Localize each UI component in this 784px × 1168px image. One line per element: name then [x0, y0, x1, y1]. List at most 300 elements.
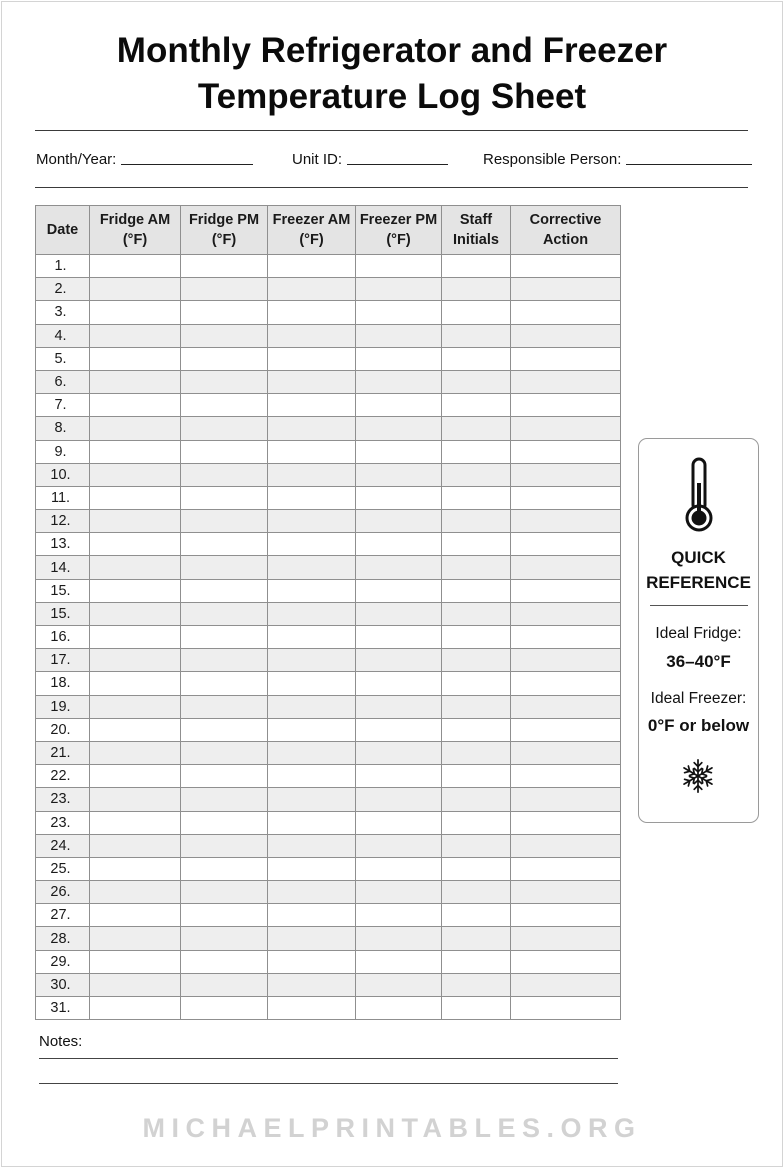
fridge-am-cell[interactable]	[90, 811, 181, 834]
fridge-pm-cell[interactable]	[181, 950, 268, 973]
freezer-pm-cell[interactable]	[356, 904, 442, 927]
date-cell: 20.	[36, 718, 90, 741]
freezer-pm-cell[interactable]	[356, 347, 442, 370]
table-row	[36, 417, 621, 440]
table-row	[36, 626, 621, 649]
fridge-am-cell[interactable]	[90, 788, 181, 811]
date-cell: 5.	[36, 347, 90, 370]
date-cell: 18.	[36, 672, 90, 695]
fridge-pm-cell[interactable]	[181, 973, 268, 996]
date-cell: 11.	[36, 486, 90, 509]
table-row	[36, 533, 621, 556]
freezer-am-cell[interactable]	[268, 579, 356, 602]
staff-initials-cell[interactable]	[442, 556, 511, 579]
freezer-pm-cell[interactable]	[356, 602, 442, 625]
date-cell: 26.	[36, 881, 90, 904]
responsible-person-field[interactable]	[483, 151, 752, 168]
header-fridge-pm: Fridge PM (°F)	[181, 206, 268, 255]
staff-initials-cell[interactable]	[442, 649, 511, 672]
corrective-action-cell[interactable]	[511, 463, 621, 486]
table-row	[36, 997, 621, 1020]
date-cell: 3.	[36, 301, 90, 324]
date-cell: 22.	[36, 765, 90, 788]
title-line-1: Monthly Refrigerator and Freezer	[116, 31, 668, 70]
corrective-action-cell[interactable]	[511, 370, 621, 393]
date-cell: 7.	[36, 394, 90, 417]
month-year-blank[interactable]	[121, 164, 253, 165]
freezer-am-cell[interactable]	[268, 718, 356, 741]
freezer-pm-cell[interactable]	[356, 857, 442, 880]
corrective-action-cell[interactable]	[511, 602, 621, 625]
header-freezer-am: Freezer AM (°F)	[268, 206, 356, 255]
freezer-am-cell[interactable]	[268, 834, 356, 857]
corrective-action-cell[interactable]	[511, 718, 621, 741]
fridge-pm-cell[interactable]	[181, 556, 268, 579]
table-row	[36, 927, 621, 950]
corrective-action-cell[interactable]	[511, 765, 621, 788]
staff-initials-cell[interactable]	[442, 394, 511, 417]
date-cell: 13.	[36, 533, 90, 556]
date-cell: 14.	[36, 556, 90, 579]
table-row	[36, 765, 621, 788]
corrective-action-cell[interactable]	[511, 741, 621, 764]
date-cell: 30.	[36, 973, 90, 996]
staff-initials-cell[interactable]	[442, 973, 511, 996]
freezer-pm-cell[interactable]	[356, 324, 442, 347]
freezer-am-cell[interactable]	[268, 649, 356, 672]
table-row	[36, 672, 621, 695]
fridge-pm-cell[interactable]	[181, 857, 268, 880]
fridge-am-cell[interactable]	[90, 626, 181, 649]
corrective-action-cell[interactable]	[511, 626, 621, 649]
fridge-pm-cell[interactable]	[181, 394, 268, 417]
date-cell: 27.	[36, 904, 90, 927]
staff-initials-cell[interactable]	[442, 301, 511, 324]
date-cell: 29.	[36, 950, 90, 973]
header-staff-initials: Staff Initials	[442, 206, 511, 255]
staff-initials-cell[interactable]	[442, 255, 511, 278]
freezer-am-cell[interactable]	[268, 486, 356, 509]
table-row	[36, 301, 621, 324]
fridge-pm-cell[interactable]	[181, 649, 268, 672]
freezer-am-cell[interactable]	[268, 278, 356, 301]
date-cell: 15.	[36, 579, 90, 602]
corrective-action-cell[interactable]	[511, 510, 621, 533]
corrective-action-cell[interactable]	[511, 556, 621, 579]
table-row	[36, 857, 621, 880]
date-cell: 4.	[36, 324, 90, 347]
fridge-am-cell[interactable]	[90, 301, 181, 324]
fridge-am-cell[interactable]	[90, 695, 181, 718]
fridge-pm-cell[interactable]	[181, 602, 268, 625]
corrective-action-cell[interactable]	[511, 440, 621, 463]
freezer-pm-cell[interactable]	[356, 440, 442, 463]
table-row	[36, 556, 621, 579]
freezer-pm-cell[interactable]	[356, 510, 442, 533]
table-row	[36, 324, 621, 347]
date-cell: 17.	[36, 649, 90, 672]
fridge-am-cell[interactable]	[90, 649, 181, 672]
corrective-action-cell[interactable]	[511, 255, 621, 278]
date-cell: 12.	[36, 510, 90, 533]
fridge-am-cell[interactable]	[90, 255, 181, 278]
table-row	[36, 440, 621, 463]
freezer-pm-cell[interactable]	[356, 718, 442, 741]
corrective-action-cell[interactable]	[511, 579, 621, 602]
freezer-am-cell[interactable]	[268, 788, 356, 811]
freezer-pm-cell[interactable]	[356, 533, 442, 556]
fridge-am-cell[interactable]	[90, 440, 181, 463]
freezer-pm-cell[interactable]	[356, 950, 442, 973]
fridge-pm-cell[interactable]	[181, 301, 268, 324]
corrective-action-cell[interactable]	[511, 834, 621, 857]
quick-reference-heading	[639, 545, 758, 595]
freezer-am-cell[interactable]	[268, 695, 356, 718]
date-cell: 6.	[36, 370, 90, 393]
card-divider	[650, 605, 748, 606]
staff-initials-cell[interactable]	[442, 347, 511, 370]
month-year-label: Month/Year:	[36, 151, 117, 168]
staff-initials-cell[interactable]	[442, 533, 511, 556]
freezer-pm-cell[interactable]	[356, 811, 442, 834]
corrective-action-cell[interactable]	[511, 486, 621, 509]
staff-initials-cell[interactable]	[442, 788, 511, 811]
fridge-am-cell[interactable]	[90, 324, 181, 347]
fridge-pm-cell[interactable]	[181, 463, 268, 486]
freezer-am-cell[interactable]	[268, 973, 356, 996]
date-cell: 1.	[36, 255, 90, 278]
fridge-am-cell[interactable]	[90, 718, 181, 741]
month-year-field[interactable]	[36, 151, 253, 168]
freezer-pm-cell[interactable]	[356, 301, 442, 324]
freezer-pm-cell[interactable]	[356, 255, 442, 278]
freezer-am-cell[interactable]	[268, 463, 356, 486]
table-row	[36, 602, 621, 625]
fridge-am-cell[interactable]	[90, 857, 181, 880]
fridge-am-cell[interactable]	[90, 834, 181, 857]
freezer-am-cell[interactable]	[268, 324, 356, 347]
ideal-freezer-label: Ideal Freezer:	[650, 690, 747, 707]
fridge-am-cell[interactable]	[90, 417, 181, 440]
staff-initials-cell[interactable]	[442, 997, 511, 1020]
date-cell: 2.	[36, 278, 90, 301]
fridge-pm-cell[interactable]	[181, 324, 268, 347]
quick-reference-card	[638, 438, 759, 823]
table-row	[36, 950, 621, 973]
freezer-am-cell[interactable]	[268, 881, 356, 904]
freezer-pm-cell[interactable]	[356, 486, 442, 509]
date-cell: 16.	[36, 626, 90, 649]
fridge-am-cell[interactable]	[90, 881, 181, 904]
fridge-pm-cell[interactable]	[181, 626, 268, 649]
fridge-pm-cell[interactable]	[181, 370, 268, 393]
freezer-am-cell[interactable]	[268, 510, 356, 533]
corrective-action-cell[interactable]	[511, 649, 621, 672]
table-row	[36, 486, 621, 509]
fridge-am-cell[interactable]	[90, 579, 181, 602]
freezer-am-cell[interactable]	[268, 440, 356, 463]
fridge-am-cell[interactable]	[90, 741, 181, 764]
staff-initials-cell[interactable]	[442, 927, 511, 950]
fridge-am-cell[interactable]	[90, 997, 181, 1020]
fridge-pm-cell[interactable]	[181, 811, 268, 834]
freezer-am-cell[interactable]	[268, 811, 356, 834]
corrective-action-cell[interactable]	[511, 997, 621, 1020]
table-row	[36, 579, 621, 602]
freezer-am-cell[interactable]	[268, 255, 356, 278]
fridge-pm-cell[interactable]	[181, 997, 268, 1020]
table-row	[36, 463, 621, 486]
corrective-action-cell[interactable]	[511, 394, 621, 417]
freezer-am-cell[interactable]	[268, 556, 356, 579]
staff-initials-cell[interactable]	[442, 811, 511, 834]
fridge-am-cell[interactable]	[90, 278, 181, 301]
freezer-am-cell[interactable]	[268, 950, 356, 973]
fridge-pm-cell[interactable]	[181, 695, 268, 718]
fridge-am-cell[interactable]	[90, 347, 181, 370]
fridge-am-cell[interactable]	[90, 765, 181, 788]
page-title	[0, 28, 784, 120]
freezer-pm-cell[interactable]	[356, 765, 442, 788]
corrective-action-cell[interactable]	[511, 324, 621, 347]
fridge-pm-cell[interactable]	[181, 510, 268, 533]
freezer-pm-cell[interactable]	[356, 695, 442, 718]
fridge-pm-cell[interactable]	[181, 417, 268, 440]
staff-initials-cell[interactable]	[442, 718, 511, 741]
freezer-am-cell[interactable]	[268, 533, 356, 556]
fridge-am-cell[interactable]	[90, 510, 181, 533]
freezer-am-cell[interactable]	[268, 347, 356, 370]
fridge-pm-cell[interactable]	[181, 579, 268, 602]
corrective-action-cell[interactable]	[511, 950, 621, 973]
date-cell: 25.	[36, 857, 90, 880]
responsible-person-blank[interactable]	[626, 164, 752, 165]
fridge-pm-cell[interactable]	[181, 347, 268, 370]
freezer-am-cell[interactable]	[268, 417, 356, 440]
date-cell: 9.	[36, 440, 90, 463]
table-row	[36, 904, 621, 927]
corrective-action-cell[interactable]	[511, 417, 621, 440]
freezer-am-cell[interactable]	[268, 904, 356, 927]
fridge-pm-cell[interactable]	[181, 741, 268, 764]
corrective-action-cell[interactable]	[511, 347, 621, 370]
snowflake-icon	[679, 757, 717, 795]
header-corrective-action: Corrective Action	[511, 206, 621, 255]
date-cell: 23.	[36, 811, 90, 834]
staff-initials-cell[interactable]	[442, 626, 511, 649]
table-row	[36, 695, 621, 718]
table-row	[36, 649, 621, 672]
fridge-am-cell[interactable]	[90, 463, 181, 486]
freezer-pm-cell[interactable]	[356, 788, 442, 811]
fridge-am-cell[interactable]	[90, 672, 181, 695]
corrective-action-cell[interactable]	[511, 857, 621, 880]
fridge-pm-cell[interactable]	[181, 765, 268, 788]
date-cell: 28.	[36, 927, 90, 950]
ideal-fridge-value: 36–40°F	[666, 652, 731, 671]
table-row	[36, 255, 621, 278]
staff-initials-cell[interactable]	[442, 579, 511, 602]
freezer-am-cell[interactable]	[268, 741, 356, 764]
corrective-action-cell[interactable]	[511, 788, 621, 811]
notes-line-1[interactable]	[39, 1058, 618, 1059]
corrective-action-cell[interactable]	[511, 278, 621, 301]
notes-line-2[interactable]	[39, 1083, 618, 1084]
freezer-pm-cell[interactable]	[356, 626, 442, 649]
ideal-freezer-value: 0°F or below	[647, 716, 750, 735]
freezer-am-cell[interactable]	[268, 626, 356, 649]
table-row	[36, 973, 621, 996]
staff-initials-cell[interactable]	[442, 324, 511, 347]
freezer-pm-cell[interactable]	[356, 649, 442, 672]
freezer-am-cell[interactable]	[268, 301, 356, 324]
fridge-am-cell[interactable]	[90, 904, 181, 927]
freezer-pm-cell[interactable]	[356, 417, 442, 440]
fridge-pm-cell[interactable]	[181, 672, 268, 695]
freezer-am-cell[interactable]	[268, 672, 356, 695]
staff-initials-cell[interactable]	[442, 278, 511, 301]
fridge-pm-cell[interactable]	[181, 881, 268, 904]
table-row	[36, 788, 621, 811]
staff-initials-cell[interactable]	[442, 834, 511, 857]
fridge-am-cell[interactable]	[90, 486, 181, 509]
corrective-action-cell[interactable]	[511, 881, 621, 904]
unit-id-field[interactable]	[292, 151, 448, 168]
unit-id-label: Unit ID:	[292, 151, 343, 168]
table-row	[36, 347, 621, 370]
fridge-pm-cell[interactable]	[181, 904, 268, 927]
freezer-am-cell[interactable]	[268, 602, 356, 625]
fridge-am-cell[interactable]	[90, 533, 181, 556]
fridge-pm-cell[interactable]	[181, 927, 268, 950]
staff-initials-cell[interactable]	[442, 765, 511, 788]
fridge-am-cell[interactable]	[90, 973, 181, 996]
staff-initials-cell[interactable]	[442, 510, 511, 533]
staff-initials-cell[interactable]	[442, 950, 511, 973]
date-cell: 21.	[36, 741, 90, 764]
freezer-pm-cell[interactable]	[356, 973, 442, 996]
freezer-pm-cell[interactable]	[356, 370, 442, 393]
corrective-action-cell[interactable]	[511, 301, 621, 324]
staff-initials-cell[interactable]	[442, 857, 511, 880]
table-row	[36, 834, 621, 857]
freezer-pm-cell[interactable]	[356, 672, 442, 695]
date-cell: 15.	[36, 602, 90, 625]
table-row	[36, 718, 621, 741]
table-row	[36, 278, 621, 301]
table-body	[36, 255, 621, 1020]
fridge-pm-cell[interactable]	[181, 788, 268, 811]
footer-website: MICHAELPRINTABLES.ORG	[142, 1113, 642, 1143]
freezer-am-cell[interactable]	[268, 857, 356, 880]
corrective-action-cell[interactable]	[511, 533, 621, 556]
date-cell: 23.	[36, 788, 90, 811]
corrective-action-cell[interactable]	[511, 973, 621, 996]
fridge-pm-cell[interactable]	[181, 255, 268, 278]
freezer-am-cell[interactable]	[268, 370, 356, 393]
fridge-pm-cell[interactable]	[181, 533, 268, 556]
unit-id-blank[interactable]	[347, 164, 448, 165]
corrective-action-cell[interactable]	[511, 904, 621, 927]
temperature-log-table	[35, 205, 621, 1020]
corrective-action-cell[interactable]	[511, 927, 621, 950]
staff-initials-cell[interactable]	[442, 695, 511, 718]
corrective-action-cell[interactable]	[511, 672, 621, 695]
fridge-am-cell[interactable]	[90, 950, 181, 973]
corrective-action-cell[interactable]	[511, 811, 621, 834]
freezer-pm-cell[interactable]	[356, 579, 442, 602]
staff-initials-cell[interactable]	[442, 672, 511, 695]
date-cell: 10.	[36, 463, 90, 486]
fridge-pm-cell[interactable]	[181, 440, 268, 463]
fridge-pm-cell[interactable]	[181, 486, 268, 509]
date-cell: 31.	[36, 997, 90, 1020]
table-row	[36, 811, 621, 834]
quick-reference-line-1: QUICK	[671, 548, 726, 567]
staff-initials-cell[interactable]	[442, 440, 511, 463]
freezer-pm-cell[interactable]	[356, 463, 442, 486]
fridge-am-cell[interactable]	[90, 556, 181, 579]
freezer-pm-cell[interactable]	[356, 834, 442, 857]
ideal-fridge-label: Ideal Fridge:	[655, 625, 742, 642]
fridge-am-cell[interactable]	[90, 370, 181, 393]
table-row	[36, 394, 621, 417]
table-row	[36, 741, 621, 764]
table-row	[36, 510, 621, 533]
staff-initials-cell[interactable]	[442, 741, 511, 764]
freezer-am-cell[interactable]	[268, 765, 356, 788]
staff-initials-cell[interactable]	[442, 463, 511, 486]
fridge-am-cell[interactable]	[90, 927, 181, 950]
freezer-pm-cell[interactable]	[356, 927, 442, 950]
header-fridge-am: Fridge AM (°F)	[90, 206, 181, 255]
corrective-action-cell[interactable]	[511, 695, 621, 718]
responsible-person-label: Responsible Person:	[483, 151, 622, 168]
freezer-pm-cell[interactable]	[356, 881, 442, 904]
header-freezer-pm: Freezer PM (°F)	[356, 206, 442, 255]
freezer-pm-cell[interactable]	[356, 278, 442, 301]
header-date: Date	[36, 206, 90, 255]
fridge-pm-cell[interactable]	[181, 834, 268, 857]
date-cell: 24.	[36, 834, 90, 857]
staff-initials-cell[interactable]	[442, 904, 511, 927]
table-row	[36, 370, 621, 393]
freezer-pm-cell[interactable]	[356, 997, 442, 1020]
freezer-am-cell[interactable]	[268, 394, 356, 417]
fridge-am-cell[interactable]	[90, 602, 181, 625]
fridge-am-cell[interactable]	[90, 394, 181, 417]
date-cell: 19.	[36, 695, 90, 718]
freezer-am-cell[interactable]	[268, 997, 356, 1020]
staff-initials-cell[interactable]	[442, 370, 511, 393]
freezer-am-cell[interactable]	[268, 927, 356, 950]
freezer-pm-cell[interactable]	[356, 394, 442, 417]
staff-initials-cell[interactable]	[442, 486, 511, 509]
freezer-pm-cell[interactable]	[356, 556, 442, 579]
notes-label: Notes:	[39, 1033, 83, 1050]
title-line-2: Temperature Log Sheet	[197, 77, 587, 116]
staff-initials-cell[interactable]	[442, 602, 511, 625]
quick-reference-line-2: REFERENCE	[646, 573, 751, 592]
thermometer-icon	[683, 457, 715, 535]
table-header-row	[36, 206, 621, 255]
fridge-pm-cell[interactable]	[181, 278, 268, 301]
staff-initials-cell[interactable]	[442, 417, 511, 440]
fridge-pm-cell[interactable]	[181, 718, 268, 741]
table-row	[36, 881, 621, 904]
freezer-pm-cell[interactable]	[356, 741, 442, 764]
staff-initials-cell[interactable]	[442, 881, 511, 904]
